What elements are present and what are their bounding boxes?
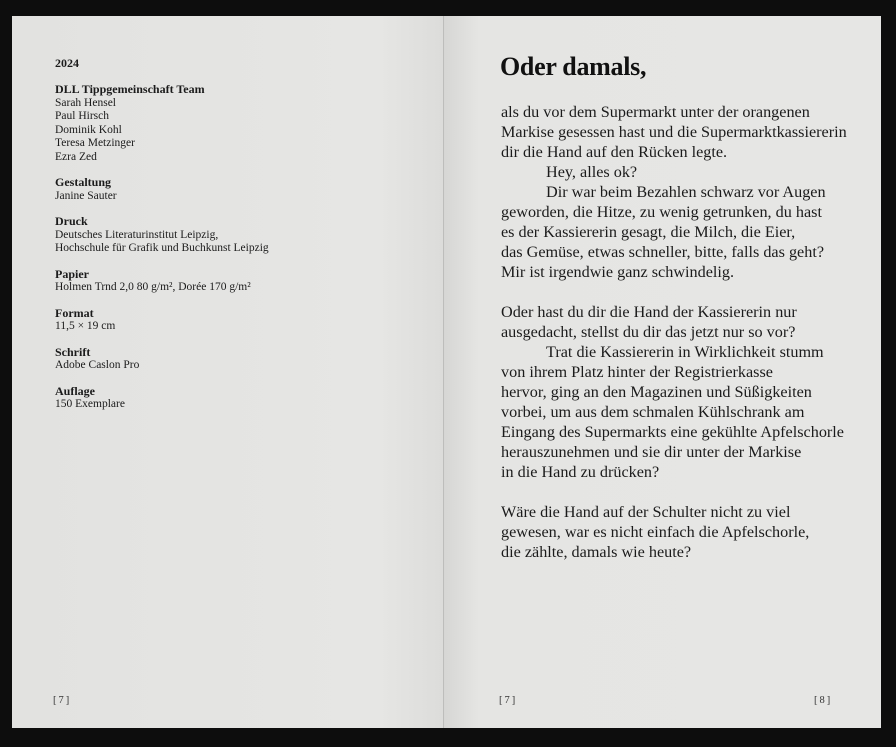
text-line: von ihrem Platz hinter der Registrierkasse	[501, 363, 773, 381]
imprint-section	[55, 385, 415, 412]
imprint	[55, 56, 415, 424]
text-line: hervor, ging an den Magazinen und Süßigkeiten	[501, 383, 812, 401]
text-line: Mir ist irgendwie ganz schwindelig.	[501, 263, 735, 281]
text-line: gewesen, war es nicht einfach die Apfelschorle,	[501, 523, 810, 541]
text-line: das Gemüse, etwas schneller, bitte, falls das geht?	[501, 243, 824, 261]
imprint-section-line: Holmen Trnd 2,0 80 g/m², Dorée 170 g/m²	[55, 281, 251, 293]
text-line: dir die Hand auf den Rücken legte.	[501, 143, 728, 161]
text-line: in die Hand zu drücken?	[501, 463, 660, 481]
page-number-right-b: [8]	[814, 695, 833, 706]
imprint-section-line: 150 Exemplare	[55, 398, 125, 410]
imprint-section-heading: Format	[55, 305, 94, 320]
text-line: ausgedacht, stellst du dir das jetzt nur so vor?	[501, 323, 796, 341]
left-page	[12, 16, 444, 728]
text-line: als du vor dem Supermarkt unter der orangenen	[501, 103, 810, 121]
text-line: Hey, alles ok?	[546, 163, 638, 181]
text-line: es der Kassiererin gesagt, die Milch, die Eier,	[501, 223, 796, 241]
text-line: Dir war beim Bezahlen schwarz vor Augen	[546, 183, 826, 201]
imprint-sections	[55, 83, 415, 412]
imprint-section	[55, 307, 415, 334]
book-spread	[12, 16, 881, 728]
imprint-section-line: Deutsches Literaturinstitut Leipzig,	[55, 228, 219, 241]
imprint-section-heading: Schrift	[55, 344, 91, 359]
text-line: vorbei, um aus dem schmalen Kühlschrank am	[501, 403, 805, 421]
text-line: Oder hast du dir die Hand der Kassiererin nur	[501, 303, 797, 321]
imprint-section-heading: DLL Tippgemeinschaft Team	[55, 82, 205, 96]
text-heading: Oder damals,	[500, 52, 647, 81]
imprint-section	[55, 83, 415, 164]
imprint-section-line: Janine Sauter	[55, 189, 117, 202]
imprint-section-line: Dominik Kohl	[55, 123, 122, 136]
paragraph-gap	[501, 482, 861, 502]
right-page	[444, 16, 881, 728]
text-line: herauszunehmen und sie dir unter der Markise	[501, 443, 802, 461]
imprint-section-line: Sarah Hensel	[55, 96, 116, 109]
imprint-section-line: Paul Hirsch	[55, 110, 109, 122]
text-line: Markise gesessen hast und die Supermarktkassiererin	[501, 123, 847, 141]
paragraph-gap	[501, 282, 861, 302]
page-number-right-a: [7]	[499, 695, 518, 706]
imprint-section	[55, 346, 415, 373]
imprint-section-line: Hochschule für Grafik und Buchkunst Leipzig	[55, 242, 269, 254]
text-line: Wäre die Hand auf der Schulter nicht zu viel	[501, 503, 791, 521]
page-number-left: [7]	[53, 695, 72, 706]
text-line: die zählte, damals wie heute?	[501, 543, 692, 561]
body-text	[501, 102, 861, 562]
text-line: geworden, die Hitze, zu wenig getrunken, du hast	[501, 203, 822, 221]
imprint-section-heading: Papier	[55, 266, 89, 281]
imprint-section-heading: Auflage	[55, 383, 95, 398]
imprint-year: 2024	[55, 56, 79, 70]
imprint-section-line: Teresa Metzinger	[55, 137, 135, 149]
imprint-section-line: Adobe Caslon Pro	[55, 359, 140, 371]
text-line: Eingang des Supermarkts eine gekühlte Apfelschorle	[501, 423, 844, 441]
imprint-section-line: 11,5 × 19 cm	[55, 320, 116, 332]
imprint-section	[55, 176, 415, 203]
imprint-section-line: Ezra Zed	[55, 150, 97, 163]
imprint-section	[55, 268, 415, 295]
imprint-section-heading: Gestaltung	[55, 175, 112, 189]
text-line: Trat die Kassiererin in Wirklichkeit stumm	[546, 343, 824, 361]
imprint-section	[55, 215, 415, 256]
imprint-section-heading: Druck	[55, 214, 88, 228]
